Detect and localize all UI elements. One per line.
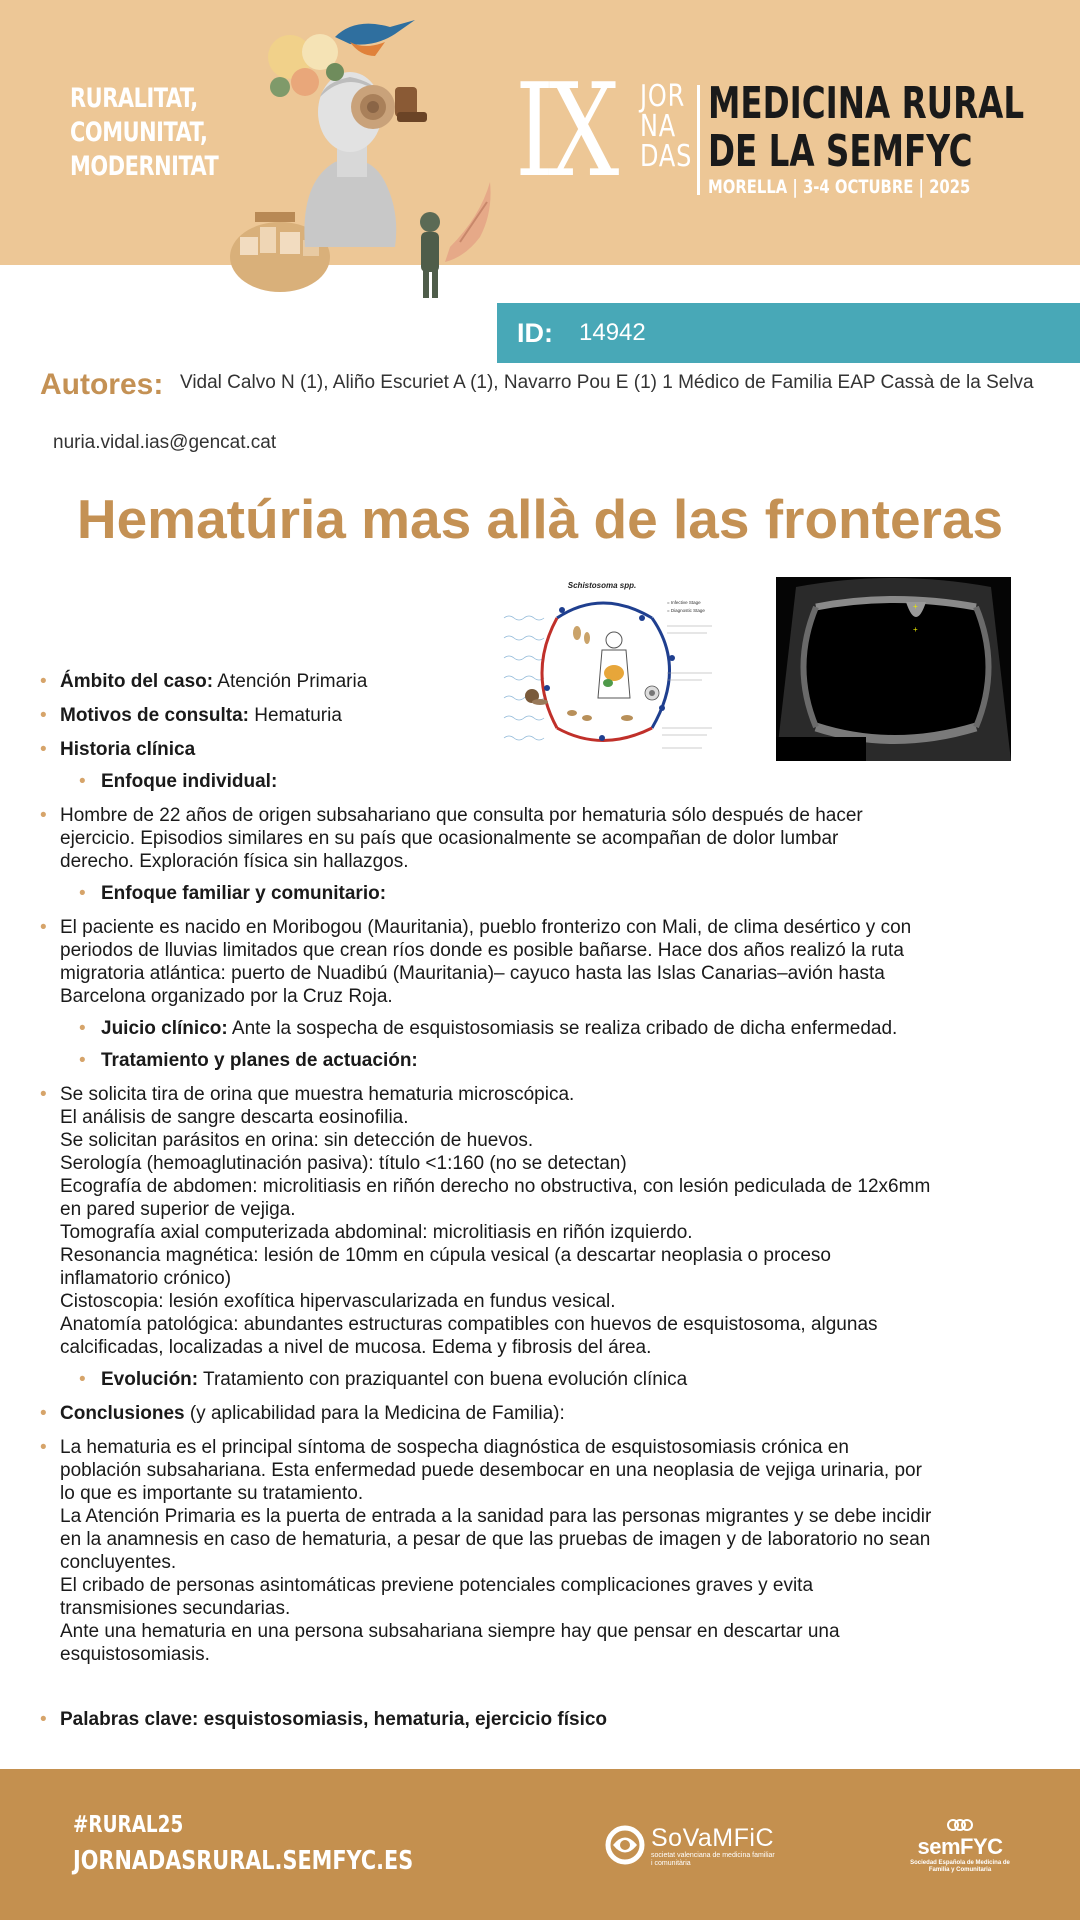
motivos-item: • Motivos de consulta: Hematuria [40,704,1040,727]
author-email[interactable]: nuria.vidal.ias@gencat.cat [53,432,277,453]
juicio-item: • Juicio clínico: Ante la sospecha de esquistosomiasis se realiza cribado de dicha enfermedad. [40,1017,1040,1040]
footer-hashtag: #RURAL25 [73,1812,184,1838]
id-value: 14942 [579,319,646,346]
sovamfic-name: SoVaMFiC [651,1824,775,1852]
conference-subtitle: MORELLA | 3-4 OCTUBRE | 2025 [708,176,971,198]
historia-item: • Historia clínica [40,738,1040,761]
conclusiones-item: • Conclusiones (y aplicabilidad para la Medicina de Familia): [40,1402,1040,1425]
evolucion-item: • Evolución: Tratamiento con praziquantel con buena evolución clínica [40,1368,1040,1391]
case-content [40,670,1040,1731]
case-title: Hematúria mas allà de las fronteras [76,488,1004,550]
conclusiones-paragraph: • La hematuria es el principal síntoma de sospecha diagnóstica de esquistosomiasis crónica en población subsahariana. Esta enfermedad puede desembocar en una neoplasia de vejiga urinaria, por lo que es importante su tratamiento. La Atención Primaria es la puerta de entrada a la sanidad para las personas migrantes y se debe incidir en la anamnesis en caso de hematuria, a pesar de que las pruebas de imagen y de laboratorio no sean concluyentes. El cribado de personas asintomáticas previene potenciales complicaciones graves y evita transmisiones secundarias. Ante una hematuria en una persona subsahariana siempre hay que pensar en descartar una esquistosomiasis. [40,1436,1040,1666]
svg-text:+: + [913,625,918,634]
slogan: RURALITAT, COMUNITAT, MODERNITAT [70,83,219,182]
familiar-paragraph: • El paciente es nacido en Moribogou (Mauritania), pueblo fronterizo con Mali, de clima desértico y con periodos de lluvias limitados que crean ríos donde es posible bañarse. Hace dos años realizó la ruta migratoria atlántica: puerto de Nuadibú (Mauritania)– cayuco hasta las Islas Canarias–avión hasta Barcelona organizado por la Cruz Roja. [40,916,1040,1008]
edition-numeral: IX [515,57,614,206]
lifecycle-legend-diagnostic: = Diagnostic Stage [667,608,705,613]
id-band [497,303,1080,363]
palabras-clave-item: • Palabras clave: esquistosomiasis, hematuria, ejercicio físico [40,1708,1040,1731]
sovamfic-subtitle: societat valenciana de medicina familiar i comunitària [651,1852,775,1867]
lifecycle-title: Schistosoma spp. [567,581,637,590]
semfyc-name: semFYC [917,1834,1003,1859]
footer-website-link[interactable]: JORNADASRURAL.SEMFYC.ES [73,1846,414,1876]
lifecycle-legend-infective: = Infective Stage [667,600,701,605]
svg-text:+: + [913,602,918,611]
semfyc-subtitle: Sociedad Española de Medicina de Familia y Comunitaria [910,1860,1010,1873]
semfyc-logo [905,1818,1015,1878]
tratamiento-paragraph: • Se solicita tira de orina que muestra hematuria microscópica. El análisis de sangre descarta eosinofilia. Se solicitan parásitos en orina: sin detección de huevos. Serología (hemoaglutinación pasiva): título <1:160 (no se detectan) Ecografía de abdomen: microlitiasis en riñón derecho no obstructiva, con lesión pediculada de 12x6mm en pared superior de vejiga. Tomografía axial computerizada abdominal: microlitiasis en riñón izquierdo. Resonancia magnética: lesión de 10mm en cúpula vesical (a descartar neoplasia o proceso inflamatorio crónico) Cistoscopia: lesión exofítica hipervascularizada en fundus vesical. Anatomía patológica: abundantes estructuras compatibles con huevos de esquistosoma, algunas calcificadas, localizadas a nivel de mucosa. Edema y fibrosis del área. [40,1083,1040,1359]
ambito-item: • Ámbito del caso: Atención Primaria [40,670,1040,693]
conference-title: MEDICINA RURAL DE LA SEMFYC [708,78,1025,177]
sovamfic-icon [605,1820,645,1870]
semfyc-icon [945,1818,975,1832]
authors-text: Vidal Calvo N (1), Aliño Escuriet A (1), Navarro Pou E (1) 1 Médico de Familia EAP Cassà de la Selva [180,372,1034,393]
authors-label: Autores: [40,368,164,401]
tratamiento-item: • Tratamiento y planes de actuación: [40,1049,1040,1072]
enfoque-familiar-item: • Enfoque familiar y comunitario: [40,882,1040,905]
header-divider [697,85,700,195]
sovamfic-logo [605,1820,775,1875]
individual-paragraph: • Hombre de 22 años de origen subsahariano que consulta por hematuria sólo después de hacer ejercicio. Episodios similares en su país que ocasionalmente se acompañan de dolor lumbar derecho. Exploración física sin hallazgos. [40,804,1040,873]
enfoque-individual-item: • Enfoque individual: [40,770,1040,793]
statue-collage-illustration [225,12,495,307]
id-label: ID: [517,317,553,348]
jornadas-label: JOR NA DAS [640,79,693,174]
